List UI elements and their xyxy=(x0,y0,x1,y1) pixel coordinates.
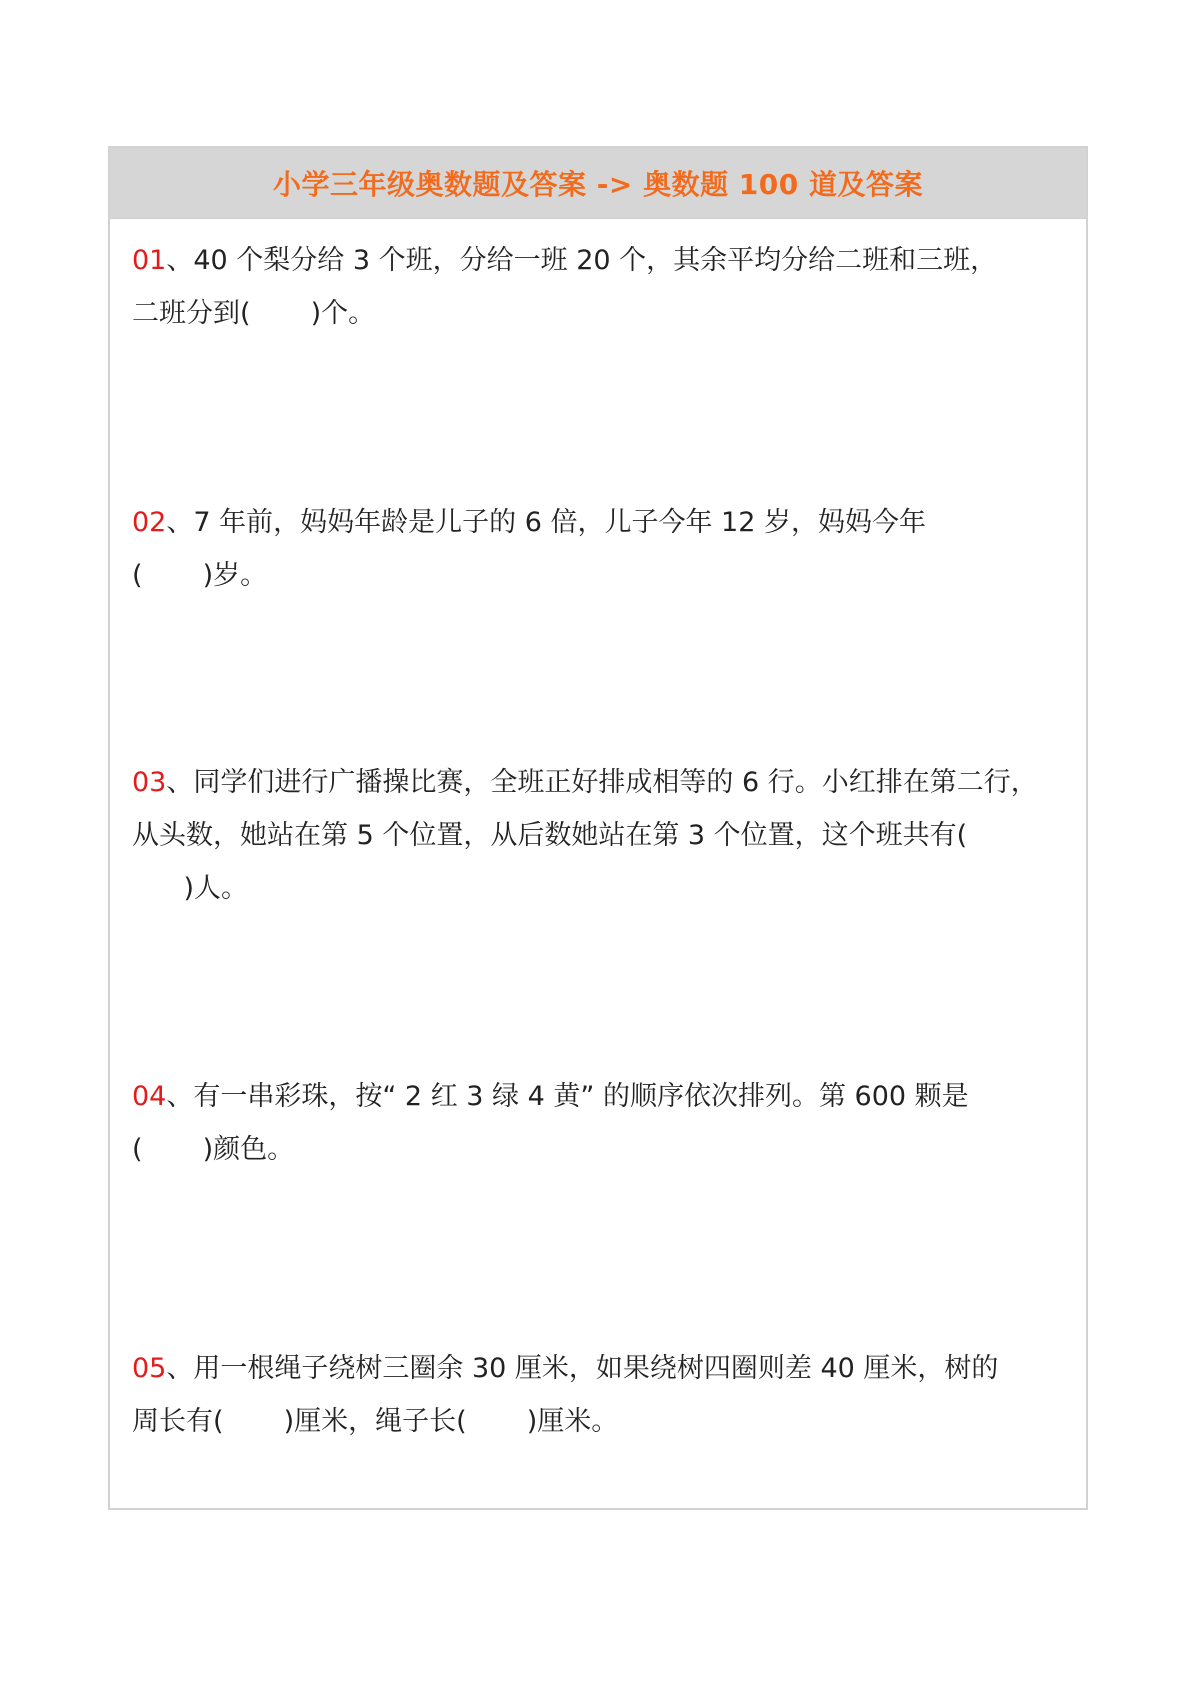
question-number: 05 xyxy=(132,1353,167,1384)
question-item xyxy=(132,496,1132,602)
question-number: 03 xyxy=(132,767,167,798)
question-line xyxy=(132,1070,1132,1123)
question-text: 、同学们进行广播操比赛，全班正好排成相等的 6 行。小红排在第二行， xyxy=(166,767,1038,798)
question-text: 、7 年前，妈妈年龄是儿子的 6 倍，儿子今年 12 岁，妈妈今年 xyxy=(166,507,926,538)
question-line xyxy=(132,496,1132,549)
question-line: ( )岁。 xyxy=(132,560,268,591)
question-number: 01 xyxy=(132,245,167,276)
page-title: 小学三年级奥数题及答案 -> 奥数题 100 道及答案 xyxy=(272,168,924,201)
question-text: 、40 个梨分给 3 个班，分给一班 20 个，其余平均分给二班和三班， xyxy=(166,245,998,276)
question-number: 02 xyxy=(132,507,167,538)
question-item xyxy=(132,756,1132,915)
question-item xyxy=(132,234,1132,340)
question-line: 二班分到( )个。 xyxy=(132,298,376,329)
question-text: 、用一根绳子绕树三圈余 30 厘米，如果绕树四圈则差 40 厘米，树的 xyxy=(166,1353,999,1384)
question-line: 从头数，她站在第 5 个位置，从后数她站在第 3 个位置，这个班共有( xyxy=(132,820,968,851)
question-item xyxy=(132,1342,1132,1448)
worksheet-header xyxy=(110,148,1086,219)
question-line: )人。 xyxy=(132,873,249,904)
question-number: 04 xyxy=(132,1081,167,1112)
question-line xyxy=(132,1342,1132,1395)
question-line xyxy=(132,234,1132,287)
worksheet xyxy=(108,146,1088,1510)
question-item xyxy=(132,1070,1132,1176)
question-text: 、有一串彩珠，按“ 2 红 3 绿 4 黄” 的顺序依次排列。第 600 颗是 xyxy=(166,1081,969,1112)
question-line xyxy=(132,756,1132,809)
question-line: ( )颜色。 xyxy=(132,1134,295,1165)
question-line: 周长有( )厘米，绳子长( )厘米。 xyxy=(132,1406,619,1437)
